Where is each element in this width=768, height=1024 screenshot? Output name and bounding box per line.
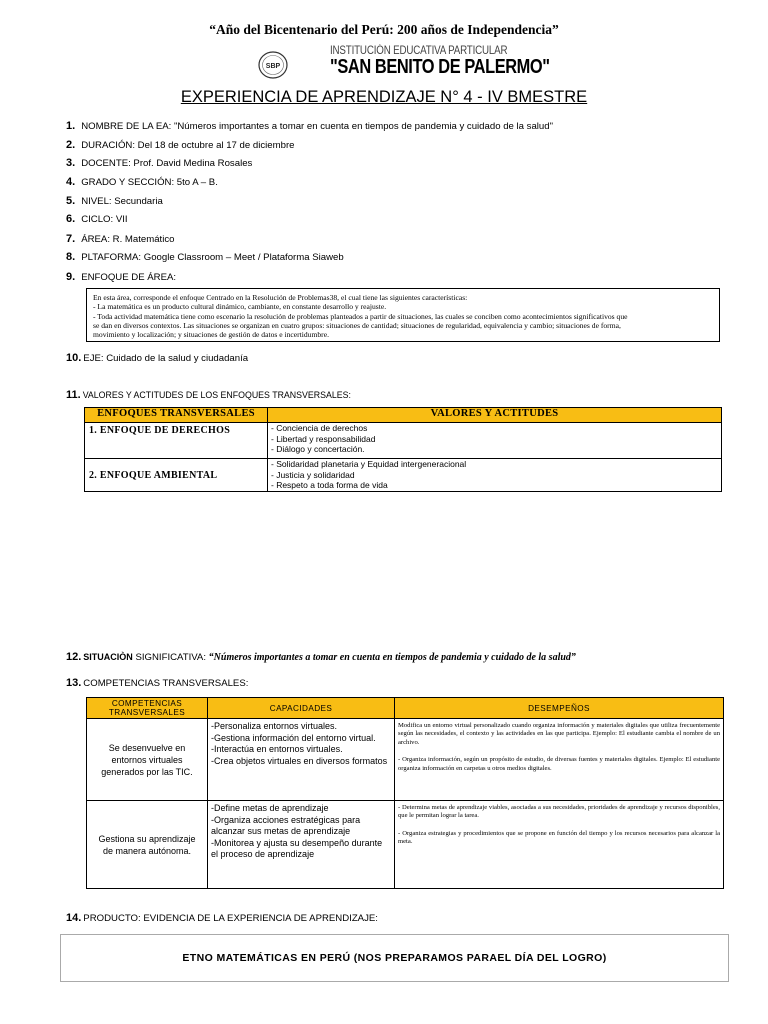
item-competencias: 13. COMPETENCIAS TRANSVERSALES: [66,677,249,689]
school-subtitle: INSTITUCIÓN EDUCATIVA PARTICULAR [330,45,508,57]
enfoque-cell: 2. ENFOQUE AMBIENTAL [85,459,268,492]
item-nivel: 5. NIVEL: Secundaria [66,195,163,207]
item-docente: 3. DOCENTE: Prof. David Medina Rosales [66,157,253,169]
enfoque-line: movimiento y localización; y situaciones de gestión de datos e incertidumbre. [93,330,329,340]
table-row [87,719,724,801]
table-row [87,801,724,889]
item-duracion: 2. DURACIÓN: Del 18 de octubre al 17 de diciembre [66,139,295,151]
enfoque-line: - La matemática es un producto cultural dinámico, cambiante, en constante desarrollo y reajuste. [93,302,387,312]
header-motto: “Año del Bicentenario del Perú: 200 años de Independencia” [209,22,559,37]
enfoque-area-box [86,288,720,342]
valores-cell: - Conciencia de derechos - Libertad y responsabilidad - Diálogo y concertación. [268,423,722,459]
school-logo [258,50,288,80]
item-area: 7. ÁREA: R. Matemático [66,233,175,245]
item-producto: 14. PRODUCTO: EVIDENCIA DE LA EXPERIENCIA DE APRENDIZAJE: [66,912,378,924]
item-enfoque-area: 9. ENFOQUE DE ÁREA: [66,271,177,283]
enfoque-line: - Toda actividad matemática tiene como escenario la resolución de problemas planteados a partir de situaciones, las cuales se conciben como acontecimientos significativos que [93,311,628,321]
item-eje: 10. EJE: Cuidado de la salud y ciudadanía [66,352,249,364]
item-situacion: 12. SITUACIÒN SIGNIFICATIVA: “Números importantes a tomar en cuenta en tiempos de pandemia y cuidado de la salud” [66,651,576,663]
table-row [85,459,722,492]
table-header: COMPETENCIAS TRANSVERSALES [87,698,208,719]
desempenos-cell: Modifica un entorno virtual personalizado cuando organiza información y materiales digitales que utiliza frecuentemente según las necesidades, el contexto y las actividades en las que participa. Ejemplo: El estudiante cambia el nombre de un archivo. - Organiza información, según un propósito de estudio, de diversas fuentes y materiales digitales. Ejemplo: El estudiante organiza información en carpetas u otros medios digitales. [395,719,724,801]
competencias-table [86,697,724,889]
logo-text: SBP [265,63,281,70]
desempenos-cell: - Determina metas de aprendizaje viables, asociadas a sus necesidades, prioridades de aprendizaje y recursos disponibles, que le permitan lograr la tarea. - Organiza estrategias y procedimientos que se propone en función del tiempo y los recursos necesarios para alcanzar la meta. [395,801,724,889]
enfoque-line: En esta área, corresponde el enfoque Centrado en la Resolución de Problemas38, el cual tiene las siguientes características: [93,293,468,302]
capacidades-cell: -Define metas de aprendizaje -Organiza acciones estratégicas para alcanzar sus metas de aprendizaje -Monitorea y ajusta su desempeño durante el proceso de aprendizaje [208,801,395,889]
valores-table [84,407,722,492]
table-header: ENFOQUES TRANSVERSALES [85,408,268,423]
item-plataforma: 8. PLTAFORMA: Google Classroom – Meet / Plataforma Siaweb [66,251,344,263]
competencia-cell: Gestiona su aprendizaje de manera autónoma. [87,801,208,889]
producto-box: ETNO MATEMÁTICAS EN PERÚ (NOS PREPARAMOS PARAEL DÍA DEL LOGRO) [60,934,729,982]
table-header: VALORES Y ACTITUDES [268,408,722,423]
item-grado: 4. GRADO Y SECCIÓN: 5to A – B. [66,176,218,188]
table-header: DESEMPEÑOS [395,698,724,719]
page-title: EXPERIENCIA DE APRENDIZAJE N° 4 - IV BMESTRE [180,88,588,106]
enfoque-cell: 1. ENFOQUE DE DERECHOS [85,423,268,459]
competencia-cell: Se desenvuelve en entornos virtuales generados por las TIC. [87,719,208,801]
item-ciclo: 6. CICLO: VII [66,213,128,225]
valores-cell: - Solidaridad planetaria y Equidad intergeneracional - Justicia y solidaridad - Respeto a toda forma de vida [268,459,722,492]
capacidades-cell: -Personaliza entornos virtuales. -Gestiona información del entorno virtual. -Interactúa en entornos virtuales. -Crea objetos virtuales en diversos formatos [208,719,395,801]
table-row [85,423,722,459]
item-nombre-ea: 1. NOMBRE DE LA EA: "Números importantes a tomar en cuenta en tiempos de pandemia y cuidado de la salud" [66,120,554,132]
table-header: CAPACIDADES [208,698,395,719]
enfoque-line: se dan en diversos contextos. Las situaciones se organizan en cuatro grupos: situaciones de cantidad; situaciones de regularidad, equivalencia y cambio; situaciones de forma, [93,320,621,330]
school-name: "SAN BENITO DE PALERMO" [330,56,550,78]
item-valores-actitudes: 11. VALORES Y ACTITUDES DE LOS ENFOQUES TRANSVERSALES: [66,389,351,401]
